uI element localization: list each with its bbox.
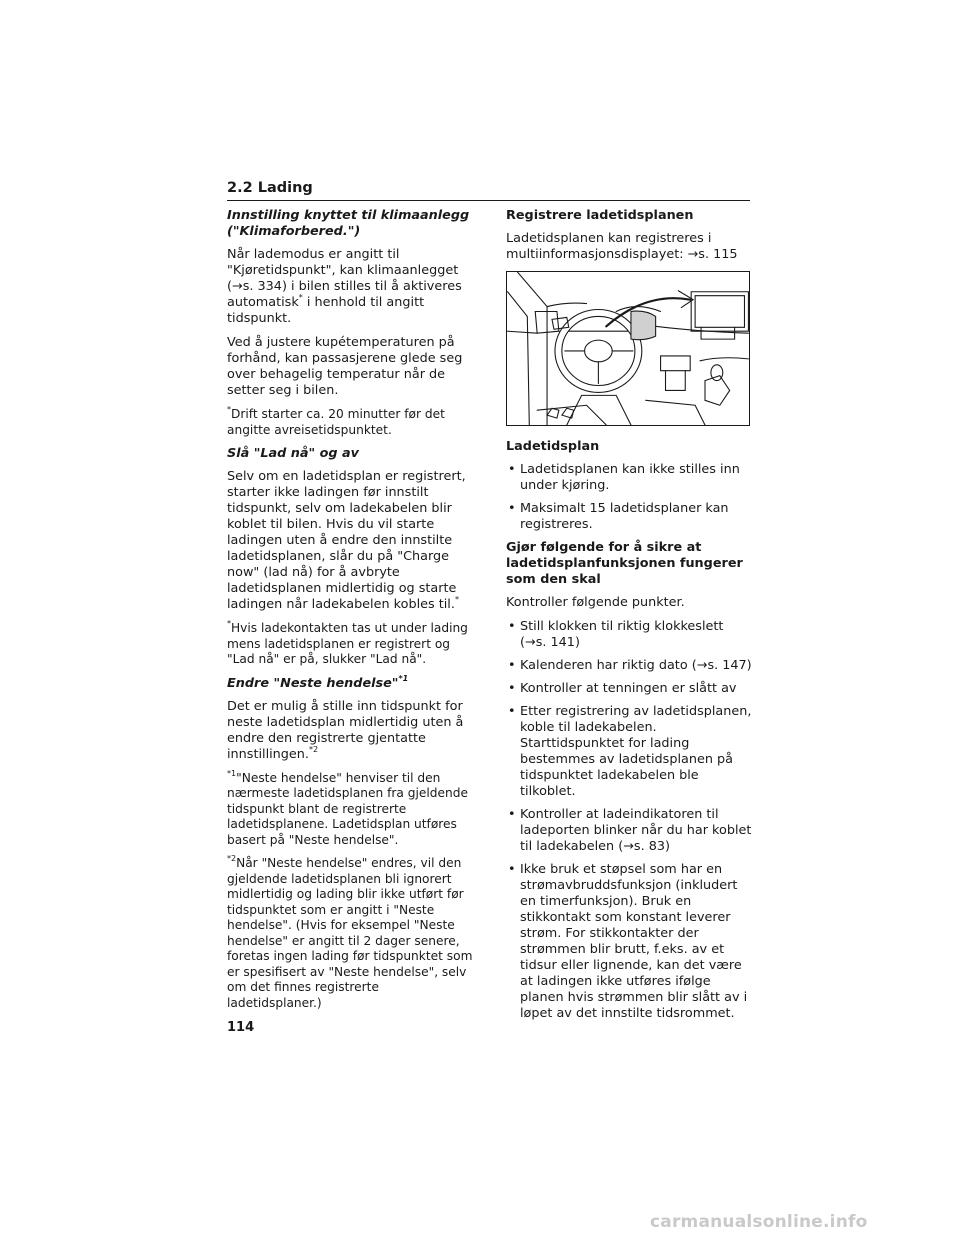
list-item: • Kontroller at tenningen er slått av xyxy=(506,681,752,697)
dashboard-drawing xyxy=(507,272,749,425)
section-title: 2.2 Lading xyxy=(227,180,313,196)
footnote-next-event-1: $^{*1}$"Neste hendelse" henviser til den nærmeste ladetidsplanen fra gjeldende tidspunkt blant de registrerte ladetidsplanene. Ladetidsplan utføres basert på "Neste hendelse". xyxy=(227,768,468,847)
section-header xyxy=(227,178,750,201)
left-column xyxy=(227,208,473,1019)
check-list xyxy=(506,619,752,1022)
list-item: • Etter registrering av ladetidsplanen, koble til ladekabelen. Starttidspunktet for lading bestemmes av ladetidsplanen på tidspunktet ladekabelen ble tilkoblet. xyxy=(506,704,752,800)
footnote-climate: *Drift starter ca. 20 minutter før det angitte avreisetidspunktet. xyxy=(227,405,445,437)
paragraph-climate-1: Når lademodus er angitt til "Kjøretidspunkt", kan klimaanlegget (→s. 334) i bilen stilles til å aktiveres automatisk* i henhold til angitt tidspunkt. xyxy=(227,247,462,326)
paragraph-climate-2: Ved å justere kupétemperaturen på forhånd, kan passasjerene glede seg over behagelig temperatur når de setter seg i bilen. xyxy=(227,335,463,398)
heading-register-schedule: Registrere ladetidsplanen xyxy=(506,208,694,223)
list-item: • Ladetidsplanen kan ikke stilles inn under kjøring. xyxy=(506,462,752,494)
paragraph-next-event: Det er mulig å stille inn tidspunkt for neste ladetidsplan midlertidig uten å endre den registrerte gjentatte innstillingen.$^{*2}$ xyxy=(227,698,464,762)
heading-next-event: Endre "Neste hendelse"$^{*1}$ xyxy=(227,673,409,691)
heading-ensure-function: Gjør følgende for å sikre at ladetidsplanfunksjonen fungerer som den skal xyxy=(506,540,743,587)
watermark: carmanualsonline.info xyxy=(650,1212,868,1232)
heading-charge-schedule: Ladetidsplan xyxy=(506,439,600,454)
heading-climate-setting: Innstilling knyttet til klimaanlegg ("Klimaforbered.") xyxy=(227,208,470,239)
dashboard-illustration xyxy=(506,271,750,426)
paragraph-charge-now: Selv om en ladetidsplan er registrert, starter ikke ladingen før innstilt tidspunkt, selv om ladekabelen blir koblet til bilen. Hvis du vil starte ladingen uten å endre den innstilte ladetidsplanen, slår du på "Charge now" (lad nå) for å avbryte ladetidsplanen midlertidig og starte ladingen når ladekabelen kobles til.* xyxy=(227,469,466,612)
list-item: • Still klokken til riktig klokkeslett (→s. 141) xyxy=(506,619,752,651)
footnote-charge-now: *Hvis ladekontakten tas ut under lading mens ladetidsplanen er registrert og "Lad nå" er på, slukker "Lad nå". xyxy=(227,619,468,666)
heading-charge-now: Slå "Lad nå" og av xyxy=(227,446,360,461)
list-item: • Kontroller at ladeindikatoren til ladeporten blinker når du har koblet til ladekabelen (→s. 83) xyxy=(506,807,752,855)
list-item: • Ikke bruk et støpsel som har en strømavbruddsfunksjon (inkludert en timerfunksjon). Bruk en stikkontakt som konstant leverer strøm. For stikkontakter der strømmen blir brutt, f.eks. av et tidsur eller lignende, kan det være at ladingen ikke utføres ifølge planen hvis strømmen blir slått av i løpet av det innstilte tidsrommet. xyxy=(506,862,752,1022)
right-column xyxy=(506,208,752,1029)
paragraph-register-schedule: Ladetidsplanen kan registreres i multiinformasjonsdisplayet: →s. 115 xyxy=(506,231,738,262)
list-item: • Kalenderen har riktig dato (→s. 147) xyxy=(506,658,752,674)
paragraph-check-intro: Kontroller følgende punkter. xyxy=(506,595,685,610)
footnote-next-event-2: $^{*2}$Når "Neste hendelse" endres, vil den gjeldende ladetidsplanen bli ignorert midlertidig og lading blir ikke utført før tidspunktet som er angitt i "Neste hendelse". (Hvis for eksempel "Neste hendelse" er angitt til 2 dager senere, foretas ingen lading før tidspunktet som er spesifisert av "Neste hendelse", selv om det finnes registrerte ladetidsplaner.) xyxy=(227,854,473,1010)
list-item: • Maksimalt 15 ladetidsplaner kan registreres. xyxy=(506,501,752,533)
schedule-list xyxy=(506,462,752,533)
page-number: 114 xyxy=(227,1020,255,1035)
